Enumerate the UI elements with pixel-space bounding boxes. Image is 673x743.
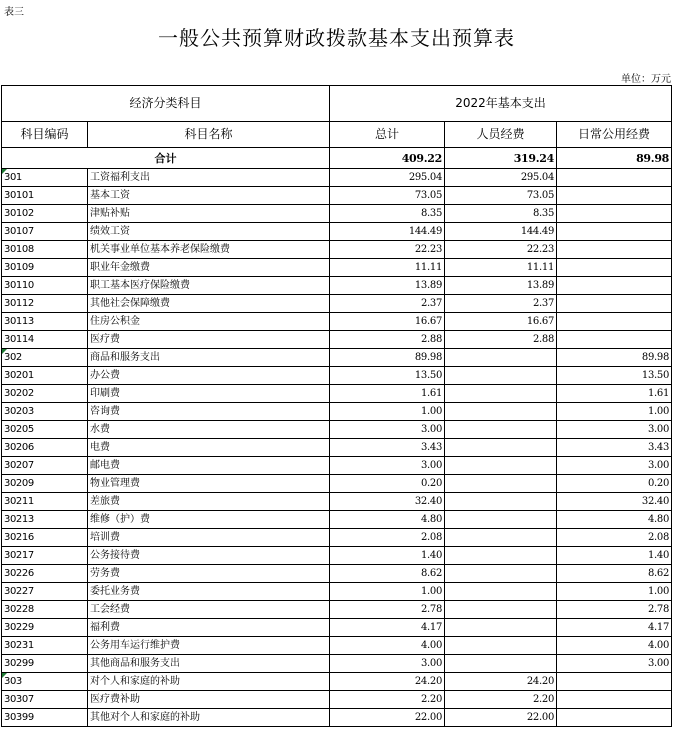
subject-name: 公务接待费 — [88, 547, 330, 565]
subject-name: 物业管理费 — [88, 475, 330, 493]
amount-total: 11.11 — [330, 259, 445, 277]
table-row — [2, 259, 672, 277]
amount-daily: 1.61 — [557, 385, 672, 403]
category-row — [2, 349, 672, 367]
table-row — [2, 223, 672, 241]
amount-total: 2.78 — [330, 601, 445, 619]
header-name: 科目名称 — [88, 122, 330, 148]
subject-name: 机关事业单位基本养老保险缴费 — [88, 241, 330, 259]
unit-label: 单位：万元 — [621, 74, 671, 85]
amount-total: 1.00 — [330, 583, 445, 601]
amount-daily — [557, 169, 672, 187]
subject-name: 对个人和家庭的补助 — [88, 673, 330, 691]
amount-daily: 1.00 — [557, 403, 672, 421]
subject-name: 绩效工资 — [88, 223, 330, 241]
amount-daily: 13.50 — [557, 367, 672, 385]
subject-code: 30112 — [2, 295, 88, 313]
amount-total: 1.61 — [330, 385, 445, 403]
amount-personnel: 13.89 — [445, 277, 557, 295]
amount-total: 73.05 — [330, 187, 445, 205]
table-row — [2, 619, 672, 637]
amount-personnel — [445, 457, 557, 475]
amount-daily — [557, 277, 672, 295]
amount-personnel: 2.20 — [445, 691, 557, 709]
table-row — [2, 367, 672, 385]
subject-name: 其他对个人和家庭的补助 — [88, 709, 330, 727]
amount-daily: 2.78 — [557, 601, 672, 619]
subject-name: 邮电费 — [88, 457, 330, 475]
amount-total: 13.89 — [330, 277, 445, 295]
table-row — [2, 637, 672, 655]
amount-total: 13.50 — [330, 367, 445, 385]
amount-daily — [557, 223, 672, 241]
subject-code: 30113 — [2, 313, 88, 331]
subject-name: 维修（护）费 — [88, 511, 330, 529]
amount-personnel: 16.67 — [445, 313, 557, 331]
budget-table — [1, 85, 672, 727]
table-row — [2, 331, 672, 349]
subject-code: 30101 — [2, 187, 88, 205]
subject-code: 30203 — [2, 403, 88, 421]
subject-name: 其他商品和服务支出 — [88, 655, 330, 673]
table-row — [2, 655, 672, 673]
subject-name: 医疗费 — [88, 331, 330, 349]
amount-total: 89.98 — [330, 349, 445, 367]
subject-code: 30209 — [2, 475, 88, 493]
table-row — [2, 295, 672, 313]
amount-total: 1.40 — [330, 547, 445, 565]
amount-personnel: 2.37 — [445, 295, 557, 313]
header-year-basic-expense: 2022年基本支出 — [330, 86, 672, 122]
subject-code: 30202 — [2, 385, 88, 403]
amount-total: 2.20 — [330, 691, 445, 709]
subject-name: 水费 — [88, 421, 330, 439]
amount-total: 2.37 — [330, 295, 445, 313]
amount-personnel — [445, 583, 557, 601]
subject-code: 30227 — [2, 583, 88, 601]
subject-code: 30399 — [2, 709, 88, 727]
amount-personnel — [445, 529, 557, 547]
amount-personnel — [445, 655, 557, 673]
category-row — [2, 673, 672, 691]
amount-total: 3.43 — [330, 439, 445, 457]
total-row — [2, 148, 672, 169]
subject-code: 30226 — [2, 565, 88, 583]
table-row — [2, 385, 672, 403]
total-label: 合计 — [2, 148, 330, 169]
subject-name: 办公费 — [88, 367, 330, 385]
amount-personnel: 22.23 — [445, 241, 557, 259]
amount-personnel: 73.05 — [445, 187, 557, 205]
subject-code: 30205 — [2, 421, 88, 439]
amount-daily: 3.00 — [557, 457, 672, 475]
amount-personnel — [445, 349, 557, 367]
subject-name: 医疗费补助 — [88, 691, 330, 709]
subject-code: 303 — [2, 673, 88, 691]
subject-name: 委托业务费 — [88, 583, 330, 601]
amount-daily: 4.80 — [557, 511, 672, 529]
table-row — [2, 691, 672, 709]
amount-daily — [557, 187, 672, 205]
amount-personnel — [445, 367, 557, 385]
amount-total: 16.67 — [330, 313, 445, 331]
subject-name: 职工基本医疗保险缴费 — [88, 277, 330, 295]
subject-code: 30110 — [2, 277, 88, 295]
amount-total: 3.00 — [330, 457, 445, 475]
category-row — [2, 169, 672, 187]
amount-daily: 32.40 — [557, 493, 672, 511]
amount-personnel — [445, 601, 557, 619]
amount-total: 2.08 — [330, 529, 445, 547]
table-row — [2, 277, 672, 295]
page-title: 一般公共预算财政拨款基本支出预算表 — [158, 26, 515, 50]
subject-code: 30109 — [2, 259, 88, 277]
table-row — [2, 313, 672, 331]
amount-daily — [557, 313, 672, 331]
amount-personnel — [445, 493, 557, 511]
amount-personnel — [445, 385, 557, 403]
amount-daily: 1.40 — [557, 547, 672, 565]
header-daily: 日常公用经费 — [557, 122, 672, 148]
total-amount: 409.22 — [330, 148, 445, 169]
subject-code: 30211 — [2, 493, 88, 511]
table-row — [2, 421, 672, 439]
amount-personnel: 22.00 — [445, 709, 557, 727]
amount-total: 4.17 — [330, 619, 445, 637]
amount-total: 3.00 — [330, 421, 445, 439]
amount-daily: 3.43 — [557, 439, 672, 457]
table-row — [2, 241, 672, 259]
subject-name: 差旅费 — [88, 493, 330, 511]
amount-daily — [557, 691, 672, 709]
subject-code: 30207 — [2, 457, 88, 475]
amount-total: 2.88 — [330, 331, 445, 349]
table-number: 表三 — [4, 7, 24, 18]
header-row-1 — [2, 86, 672, 122]
table-row — [2, 709, 672, 727]
amount-total: 22.00 — [330, 709, 445, 727]
table-row — [2, 439, 672, 457]
table-row — [2, 529, 672, 547]
subject-code: 30217 — [2, 547, 88, 565]
amount-total: 32.40 — [330, 493, 445, 511]
amount-daily: 0.20 — [557, 475, 672, 493]
subject-code: 30229 — [2, 619, 88, 637]
header-code: 科目编码 — [2, 122, 88, 148]
amount-personnel — [445, 421, 557, 439]
subject-code: 302 — [2, 349, 88, 367]
header-total: 总计 — [330, 122, 445, 148]
amount-total: 295.04 — [330, 169, 445, 187]
subject-name: 职业年金缴费 — [88, 259, 330, 277]
amount-daily: 89.98 — [557, 349, 672, 367]
table-row — [2, 565, 672, 583]
subject-name: 其他社会保障缴费 — [88, 295, 330, 313]
amount-total: 1.00 — [330, 403, 445, 421]
subject-code: 30213 — [2, 511, 88, 529]
amount-daily: 2.08 — [557, 529, 672, 547]
amount-personnel — [445, 637, 557, 655]
subject-code: 30231 — [2, 637, 88, 655]
subject-code: 30201 — [2, 367, 88, 385]
amount-daily — [557, 331, 672, 349]
amount-personnel — [445, 403, 557, 421]
subject-name: 津贴补贴 — [88, 205, 330, 223]
subject-name: 基本工资 — [88, 187, 330, 205]
subject-name: 培训费 — [88, 529, 330, 547]
total-daily: 89.98 — [557, 148, 672, 169]
subject-code: 301 — [2, 169, 88, 187]
subject-name: 劳务费 — [88, 565, 330, 583]
subject-code: 30228 — [2, 601, 88, 619]
amount-total: 22.23 — [330, 241, 445, 259]
amount-total: 0.20 — [330, 475, 445, 493]
amount-daily: 1.00 — [557, 583, 672, 601]
amount-personnel: 295.04 — [445, 169, 557, 187]
amount-personnel — [445, 439, 557, 457]
amount-total: 8.35 — [330, 205, 445, 223]
amount-personnel: 144.49 — [445, 223, 557, 241]
header-row-2 — [2, 122, 672, 148]
subject-code: 30107 — [2, 223, 88, 241]
subject-code: 30307 — [2, 691, 88, 709]
amount-daily — [557, 295, 672, 313]
subject-code: 30114 — [2, 331, 88, 349]
amount-daily — [557, 673, 672, 691]
table-row — [2, 205, 672, 223]
amount-daily: 4.17 — [557, 619, 672, 637]
amount-personnel — [445, 619, 557, 637]
table-row — [2, 403, 672, 421]
header-econ-class: 经济分类科目 — [2, 86, 330, 122]
subject-name: 印刷费 — [88, 385, 330, 403]
subject-name: 商品和服务支出 — [88, 349, 330, 367]
table-row — [2, 187, 672, 205]
amount-personnel: 8.35 — [445, 205, 557, 223]
table-row — [2, 511, 672, 529]
table-row — [2, 493, 672, 511]
table-row — [2, 601, 672, 619]
amount-personnel: 2.88 — [445, 331, 557, 349]
subject-name: 咨询费 — [88, 403, 330, 421]
amount-personnel: 24.20 — [445, 673, 557, 691]
amount-personnel — [445, 547, 557, 565]
amount-daily: 8.62 — [557, 565, 672, 583]
amount-daily: 3.00 — [557, 655, 672, 673]
table-row — [2, 583, 672, 601]
amount-total: 24.20 — [330, 673, 445, 691]
table-row — [2, 475, 672, 493]
amount-total: 8.62 — [330, 565, 445, 583]
subject-code: 30216 — [2, 529, 88, 547]
amount-total: 3.00 — [330, 655, 445, 673]
subject-code: 30206 — [2, 439, 88, 457]
subject-code: 30108 — [2, 241, 88, 259]
subject-name: 工资福利支出 — [88, 169, 330, 187]
amount-daily — [557, 241, 672, 259]
amount-personnel — [445, 475, 557, 493]
amount-daily — [557, 709, 672, 727]
amount-personnel: 11.11 — [445, 259, 557, 277]
amount-total: 4.80 — [330, 511, 445, 529]
amount-daily — [557, 205, 672, 223]
subject-name: 住房公积金 — [88, 313, 330, 331]
subject-name: 电费 — [88, 439, 330, 457]
subject-code: 30299 — [2, 655, 88, 673]
amount-total: 144.49 — [330, 223, 445, 241]
amount-total: 4.00 — [330, 637, 445, 655]
header-personnel: 人员经费 — [445, 122, 557, 148]
amount-personnel — [445, 511, 557, 529]
amount-daily: 4.00 — [557, 637, 672, 655]
subject-code: 30102 — [2, 205, 88, 223]
subject-name: 福利费 — [88, 619, 330, 637]
subject-name: 工会经费 — [88, 601, 330, 619]
amount-personnel — [445, 565, 557, 583]
subject-name: 公务用车运行维护费 — [88, 637, 330, 655]
table-row — [2, 547, 672, 565]
total-personnel: 319.24 — [445, 148, 557, 169]
table-row — [2, 457, 672, 475]
amount-daily — [557, 259, 672, 277]
amount-daily: 3.00 — [557, 421, 672, 439]
